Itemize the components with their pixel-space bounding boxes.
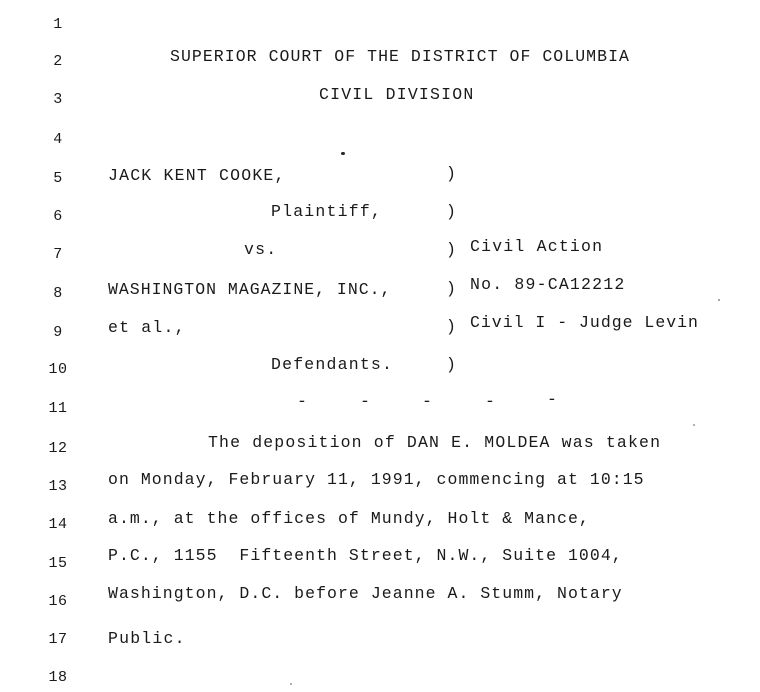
division-heading: CIVIL DIVISION	[319, 85, 475, 104]
defendant-name: WASHINGTON MAGAZINE, INC.,	[108, 280, 392, 299]
separator-dash: -	[422, 392, 434, 411]
line-number: 17	[48, 631, 68, 648]
line-number: 4	[53, 131, 63, 148]
line-number: 18	[48, 669, 68, 686]
line-number: 2	[53, 53, 63, 70]
line-number: 12	[48, 440, 68, 457]
caption-paren: )	[446, 279, 458, 298]
line-number: 13	[48, 478, 68, 495]
case-number: No. 89-CA12212	[470, 275, 626, 294]
body-line: a.m., at the offices of Mundy, Holt & Mance,	[108, 509, 590, 528]
scan-speck	[341, 152, 345, 155]
body-line: P.C., 1155 Fifteenth Street, N.W., Suite 1004,	[108, 546, 623, 565]
line-number: 16	[48, 593, 68, 610]
separator-dash: -	[547, 390, 559, 409]
line-number: 6	[53, 208, 63, 225]
plaintiff-role: Plaintiff,	[271, 202, 383, 221]
line-number: 3	[53, 91, 63, 108]
line-number: 7	[53, 246, 63, 263]
body-line: Washington, D.C. before Jeanne A. Stumm, Notary	[108, 584, 623, 603]
line-number: 9	[53, 324, 63, 341]
line-number: 15	[48, 555, 68, 572]
body-line: The deposition of DAN E. MOLDEA was taken	[208, 433, 662, 452]
body-line: on Monday, February 11, 1991, commencing at 10:15	[108, 470, 645, 489]
versus-label: vs.	[244, 240, 278, 259]
separator-dash: -	[360, 392, 372, 411]
caption-paren: )	[446, 202, 458, 221]
scan-speck	[693, 424, 695, 426]
case-judge: Civil I - Judge Levin	[470, 313, 699, 332]
caption-paren: )	[446, 164, 458, 183]
defendant-role: Defendants.	[271, 355, 394, 374]
court-heading: SUPERIOR COURT OF THE DISTRICT OF COLUMBIA	[170, 47, 630, 66]
defendant-etal: et al.,	[108, 318, 186, 337]
line-number: 11	[48, 400, 68, 417]
caption-paren: )	[446, 355, 458, 374]
separator-dash: -	[485, 392, 497, 411]
caption-paren: )	[446, 240, 458, 259]
body-line: Public.	[108, 629, 186, 648]
separator-dash: -	[297, 392, 309, 411]
case-type: Civil Action	[470, 237, 604, 256]
line-number: 8	[53, 285, 63, 302]
line-number: 1	[53, 16, 63, 33]
line-number: 5	[53, 170, 63, 187]
caption-paren: )	[446, 317, 458, 336]
line-number: 14	[48, 516, 68, 533]
line-number: 10	[48, 361, 68, 378]
scan-speck	[290, 683, 292, 685]
scan-speck	[718, 299, 720, 301]
plaintiff-name: JACK KENT COOKE,	[108, 166, 286, 185]
